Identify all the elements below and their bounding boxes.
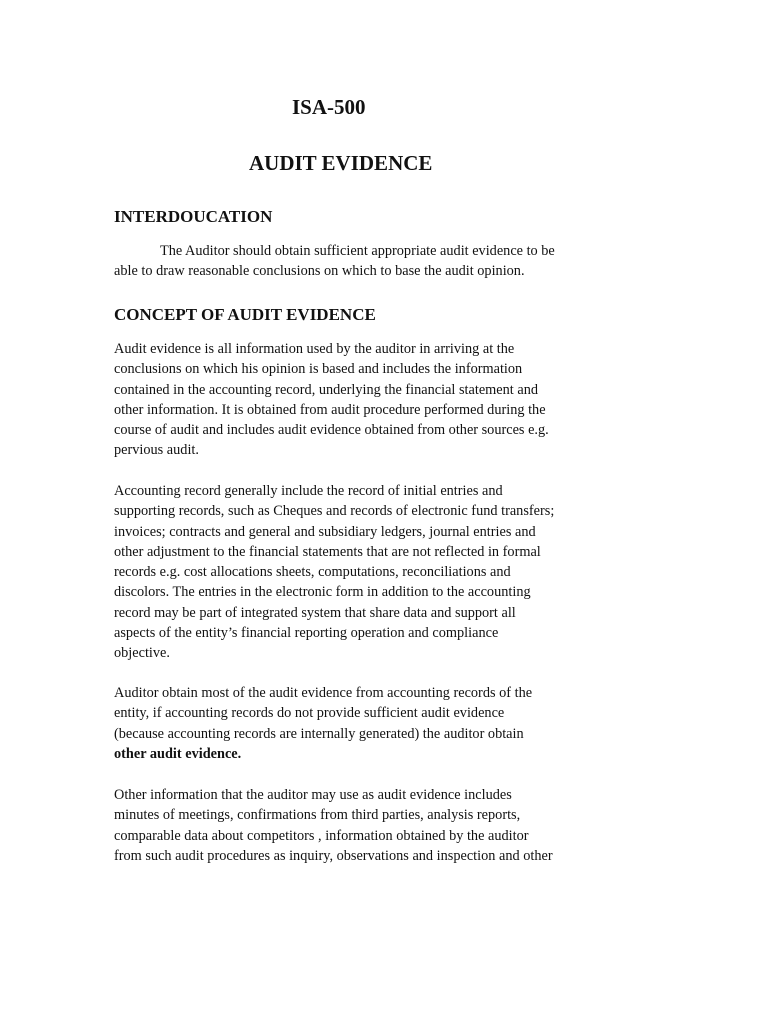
document-subtitle: AUDIT EVIDENCE xyxy=(249,151,433,175)
document-title: ISA-500 xyxy=(292,95,366,119)
intro-paragraph xyxy=(114,241,674,282)
paragraph-line: discolors. The entries in the electronic form in addition to the accounting xyxy=(114,584,531,601)
paragraph-line: conclusions on which his opinion is based and includes the information xyxy=(114,361,523,378)
paragraph-line-bold: other audit evidence. xyxy=(114,745,242,762)
paragraph-line: contained in the accounting record, underlying the financial statement and xyxy=(114,381,538,398)
concept-paragraph-2 xyxy=(114,481,674,664)
paragraph-line: comparable data about competitors , information obtained by the auditor xyxy=(114,827,529,844)
paragraph-line: Other information that the auditor may use as audit evidence includes xyxy=(114,787,512,803)
paragraph-line: records e.g. cost allocations sheets, computations, reconciliations and xyxy=(114,564,511,581)
paragraph-line: from such audit procedures as inquiry, observations and inspection and other xyxy=(114,847,553,864)
paragraph-line: Auditor obtain most of the audit evidence from accounting records of the xyxy=(114,685,533,701)
paragraph-line: minutes of meetings, confirmations from third parties, analysis reports, xyxy=(114,807,521,824)
paragraph-line: entity, if accounting records do not provide sufficient audit evidence xyxy=(114,705,505,722)
paragraph-line: other information. It is obtained from audit procedure performed during the xyxy=(114,401,546,418)
paragraph-line: The Auditor should obtain sufficient appropriate audit evidence to be xyxy=(160,243,555,259)
paragraph-line: pervious audit. xyxy=(114,442,199,459)
paragraph-line: record may be part of integrated system that share data and support all xyxy=(114,604,516,621)
paragraph-line: able to draw reasonable conclusions on which to base the audit opinion. xyxy=(114,263,525,280)
paragraph-line: Audit evidence is all information used by the auditor in arriving at the xyxy=(114,341,515,357)
paragraph-line: course of audit and includes audit evidence obtained from other sources e.g. xyxy=(114,422,549,439)
section-heading-introduction: INTERDOUCATION xyxy=(114,207,273,226)
concept-paragraph-4 xyxy=(114,785,674,866)
paragraph-line: supporting records, such as Cheques and records of electronic fund transfers; xyxy=(114,503,555,520)
concept-paragraph-1 xyxy=(114,339,674,461)
paragraph-line: objective. xyxy=(114,645,170,662)
concept-paragraph-3 xyxy=(114,683,674,764)
section-heading-concept: CONCEPT OF AUDIT EVIDENCE xyxy=(114,305,376,324)
paragraph-line: invoices; contracts and general and subsidiary ledgers, journal entries and xyxy=(114,523,536,540)
paragraph-line: (because accounting records are internally generated) the auditor obtain xyxy=(114,725,524,742)
paragraph-line: Accounting record generally include the record of initial entries and xyxy=(114,483,503,499)
paragraph-line: aspects of the entity’s financial reporting operation and compliance xyxy=(114,625,499,642)
paragraph-line: other adjustment to the financial statements that are not reflected in formal xyxy=(114,543,541,560)
